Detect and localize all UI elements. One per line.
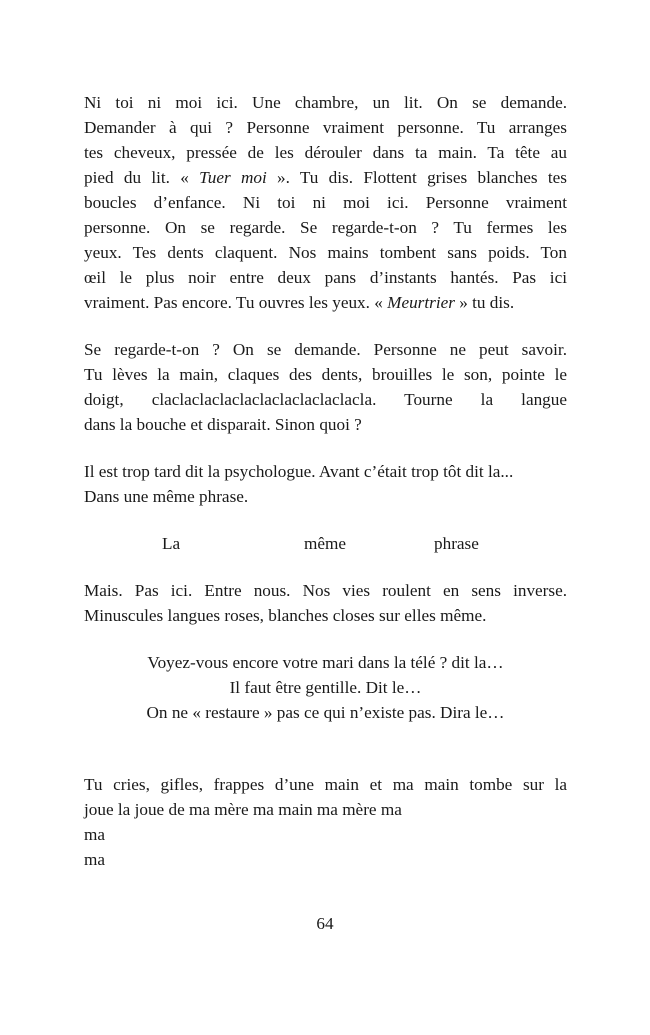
paragraph-5 [84,772,567,872]
text-line: Tu lèves la main, claques des dents, brouilles le son, pointe le [84,365,567,384]
paragraph-2 [84,337,567,437]
text-line: Il est trop tard dit la psychologue. Avant c’était trop tôt dit la... [84,462,514,481]
quote-line: Voyez-vous encore votre mari dans la télé ? dit la… [147,653,504,672]
text-line: œil le plus noir entre deux pans d’instants hantés. Pas ici [84,268,567,287]
text-line: tes cheveux, pressée de les dérouler dans ta main. Ta tête au [84,143,567,162]
text-line [84,165,567,190]
paragraph-1 [84,90,567,315]
text-line [84,290,567,315]
text-line: boucles d’enfance. Ni toi ni moi ici. Personne vraiment [84,193,567,212]
text-line: Minuscules langues roses, blanches closes sur elles même. [84,606,487,625]
quote-line: On ne « restaure » pas ce qui n’existe pas. Dira le… [146,703,505,722]
text-segment: pied du lit. « [84,168,200,187]
text-line: Se regarde-t-on ? On se demande. Personne ne peut savoir. [84,340,567,359]
italic-quote: Tuer moi [199,168,267,187]
text-line: dans la bouche et disparait. Sinon quoi ? [84,415,362,434]
spaced-word: phrase [434,534,479,553]
page-body [84,90,567,872]
paragraph-4 [84,578,567,628]
text-line: doigt, claclaclaclaclaclaclaclaclaclacla. Tourne la langue [84,390,567,409]
text-line: Demander à qui ? Personne vraiment personne. Tu arranges [84,118,567,137]
spaced-phrase [84,531,567,556]
text-segment: » tu dis. [454,293,515,312]
text-line: personne. On se regarde. Se regarde-t-on ? Tu fermes les [84,218,567,237]
text-segment: ». Tu dis. Flottent grises blanches tes [266,168,567,187]
text-line: Dans une même phrase. [84,487,249,506]
spaced-word: même [304,534,346,553]
centered-quote [84,650,567,725]
text-line: yeux. Tes dents claquent. Nos mains tombent sans poids. Ton [84,243,567,262]
page-number: 64 [316,914,334,933]
quote-line: Il faut être gentille. Dit le… [229,678,422,697]
paragraph-3 [84,459,567,509]
text-line: joue la joue de ma mère ma main ma mère ma [84,800,402,819]
text-segment: vraiment. Pas encore. Tu ouvres les yeux. « [84,293,388,312]
spaced-word: La [162,534,181,553]
text-line: Tu cries, gifles, frappes d’une main et ma main tombe sur la [84,775,567,794]
text-line: Ni toi ni moi ici. Une chambre, un lit. On se demande. [84,93,567,112]
text-line: ma [84,850,105,869]
italic-quote: Meurtrier [387,293,455,312]
text-line: ma [84,825,105,844]
text-line: Mais. Pas ici. Entre nous. Nos vies roulent en sens inverse. [84,581,567,600]
